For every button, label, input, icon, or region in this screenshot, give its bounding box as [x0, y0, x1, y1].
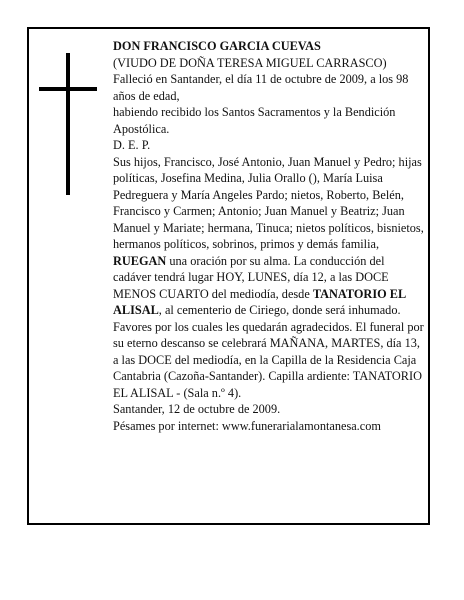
widow-line: (VIUDO DE DOÑA TERESA MIGUEL CARRASCO) [113, 55, 387, 70]
funeral-paragraph [113, 253, 425, 402]
tanatorio-name: TANATORIO EL ALISAL [113, 286, 406, 317]
ruegan-word: RUEGAN [113, 253, 167, 268]
place-date: Santander, 12 de octubre de 2009. [113, 402, 281, 416]
sacraments-line: habiendo recibido los Santos Sacramentos y la Bendición Apostólica. [113, 105, 396, 136]
cross-icon-bar [39, 87, 97, 91]
funeral-text-2: , al cementerio de Ciriego, donde será inhumado. Favores por los cuales les quedarán agradecidos. El funeral por su eterno descanso se celebrará MAÑANA, MARTES, día 13, a las DOCE del mediodía, en la Capilla de la Residencia Caja Cantabria (Cazoña-Santander). Capilla ardiente: TANATORIO EL ALISAL - (Sala n.º 4). [113, 303, 424, 400]
funeral-text-1: una oración por su alma. La conducción del cadáver tendrá lugar HOY, LUNES, día 12, a las DOCE MENOS CUARTO del mediodía, desde [113, 253, 389, 301]
family-paragraph: Sus hijos, Francisco, José Antonio, Juan Manuel y Pedro; hijas políticas, Josefina Medina, Julia Orallo (), María Luisa Pedreguera y María Angeles Pardo; nietos, Roberto, Belén, Francisco y Carmen; Antonio; Juan Manuel y Beatriz; Juan Manuel y Mariate; hermana, Tinuca; nietos políticos, bisnietos, hermanos políticos, sobrinos, primos y demás familia, [113, 154, 424, 251]
deceased-name: DON FRANCISCO GARCIA CUEVAS [113, 39, 321, 53]
death-notice: Falleció en Santander, el día 11 de octubre de 2009, a los 98 años de edad, [113, 72, 409, 103]
condolences-line: Pésames por internet: www.funerarialamontanesa.com [113, 418, 381, 433]
dep-line: D. E. P. [113, 138, 151, 152]
obituary-text [113, 38, 425, 434]
cross-icon [66, 53, 70, 195]
